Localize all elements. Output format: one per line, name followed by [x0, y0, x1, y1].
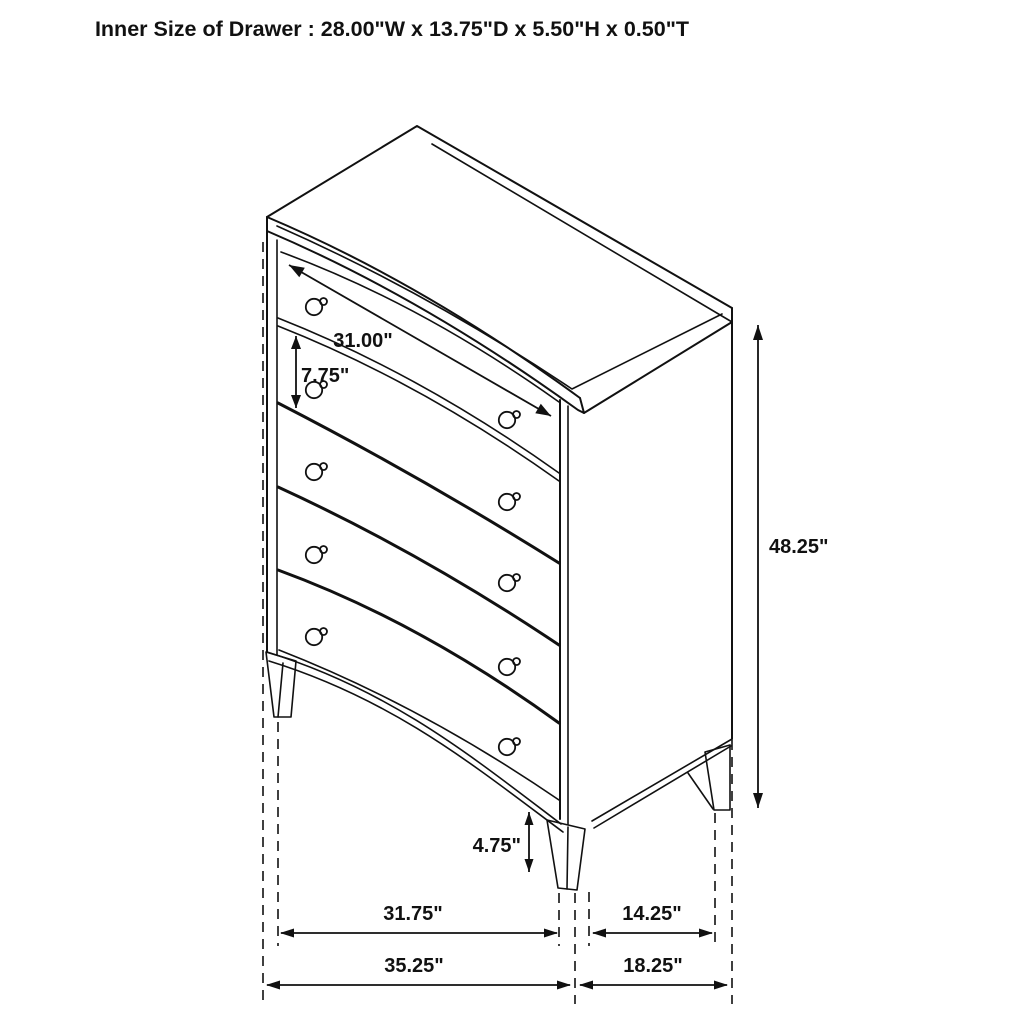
dim-label: 4.75": [472, 835, 521, 857]
dim-label: 35.25": [384, 955, 444, 977]
dim-label: 14.25": [622, 903, 682, 925]
diagram-title: Inner Size of Drawer : 28.00"W x 13.75"D x 5.50"H x 0.50"T: [94, 17, 690, 41]
dim-label: 48.25": [769, 536, 829, 558]
dim-label: 31.00": [333, 330, 393, 352]
dim-label: 31.75": [383, 903, 443, 925]
dim-label: 18.25": [623, 955, 683, 977]
dim-label: 7.75": [301, 365, 350, 387]
